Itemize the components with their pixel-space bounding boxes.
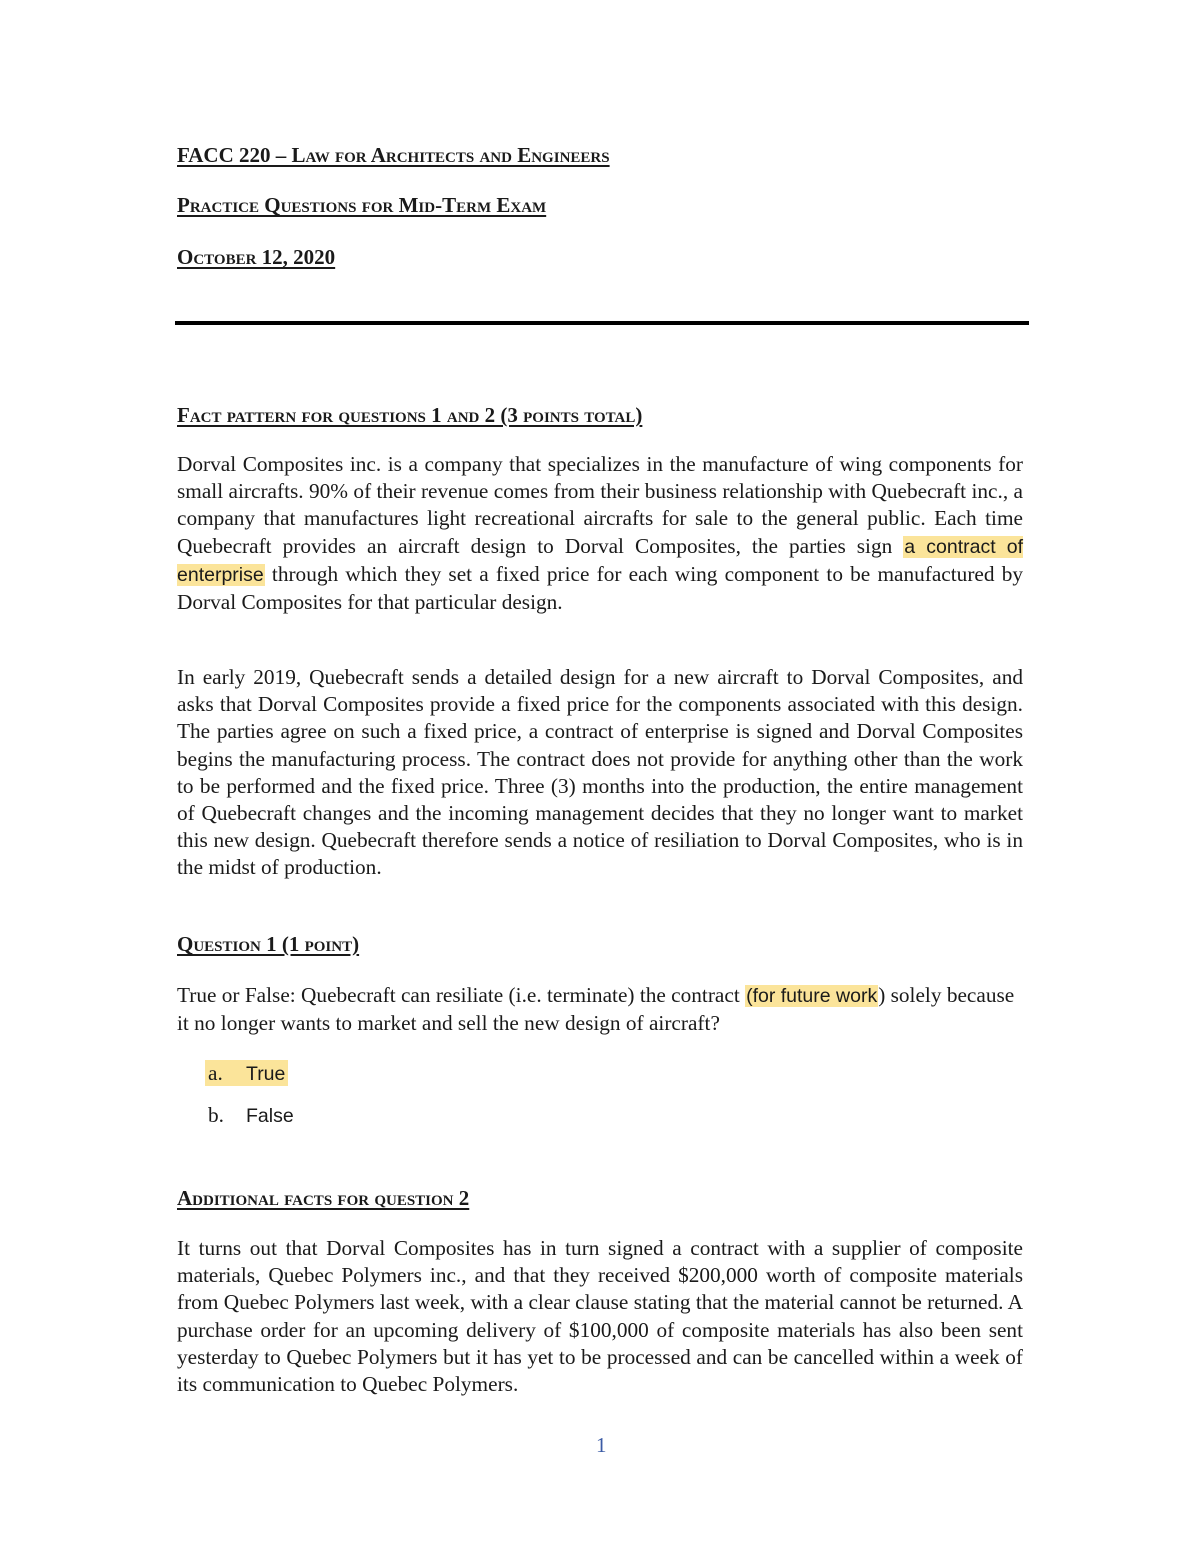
document-date: October 12, 2020 <box>177 245 336 269</box>
option-b-false[interactable] <box>208 1103 294 1128</box>
additional-facts-heading: Additional facts for question 2 <box>177 1186 470 1210</box>
option-a-true[interactable] <box>208 1061 288 1086</box>
fact-pattern-paragraph-1 <box>177 451 1023 616</box>
page-number: 1 <box>596 1433 607 1457</box>
option-b-letter: b. <box>208 1103 224 1127</box>
fact-pattern-heading: Fact pattern for questions 1 and 2 (3 points total) <box>177 403 643 427</box>
additional-facts-paragraph: It turns out that Dorval Composites has in turn signed a contract with a supplier of composite materials, Quebec Polymers inc., and that they received $200,000 worth of composite materials from Quebec Polymers last week, with a clear clause stating that the material cannot be returned. A purchase order for an upcoming delivery of $100,000 of composite materials has also been sent yesterday to Quebec Polymers but it has yet to be processed and can be cancelled within a week of its communication to Quebec Polymers. <box>177 1236 1023 1397</box>
option-a-label: True <box>246 1063 286 1085</box>
question-1-heading: Question 1 (1 point) <box>177 932 360 956</box>
highlighted-for-future-work: (for future work <box>746 985 878 1007</box>
option-b-label: False <box>246 1105 294 1127</box>
course-title: FACC 220 – Law for Architects and Engineers <box>177 143 610 167</box>
question-1-text-before: True or False: Quebecraft can resiliate (i.e. terminate) the contract <box>177 983 746 1007</box>
fact-pattern-p1-before: Dorval Composites inc. is a company that specializes in the manufacture of wing components for small aircrafts. 90% of their revenue comes from their business relationship with Quebecraft inc., a company that manufactures light recreational aircrafts for sale to the general public. Each time Quebecraft provides an aircraft design to Dorval Composites, the parties sign <box>177 452 1023 558</box>
horizontal-rule <box>175 321 1029 325</box>
question-1-text <box>177 982 1023 1037</box>
fact-pattern-paragraph-2: In early 2019, Quebecraft sends a detailed design for a new aircraft to Dorval Composites, and asks that Dorval Composites provide a fixed price for the components associated with this design. The parties agree on such a fixed price, a contract of enterprise is signed and Dorval Composites begins the manufacturing process. The contract does not provide for anything other than the work to be performed and the fixed price. Three (3) months into the production, the entire management of Quebecraft changes and the incoming management decides that they no longer want to market this new design. Quebecraft therefore sends a notice of resiliation to Dorval Composites, who is in the midst of production. <box>177 665 1023 880</box>
document-title: Practice Questions for Mid-Term Exam <box>177 193 547 217</box>
question-1-text-after: ) solely because it no longer wants to market and sell the new design of aircraft? <box>177 983 1015 1036</box>
highlighted-contract-of-enterprise: a contract of enterprise <box>177 535 1024 586</box>
option-a-letter: a. <box>208 1061 223 1085</box>
fact-pattern-p1-after: through which they set a fixed price for each wing component to be manufactured by Dorval Composites for that particular design. <box>177 561 1023 615</box>
